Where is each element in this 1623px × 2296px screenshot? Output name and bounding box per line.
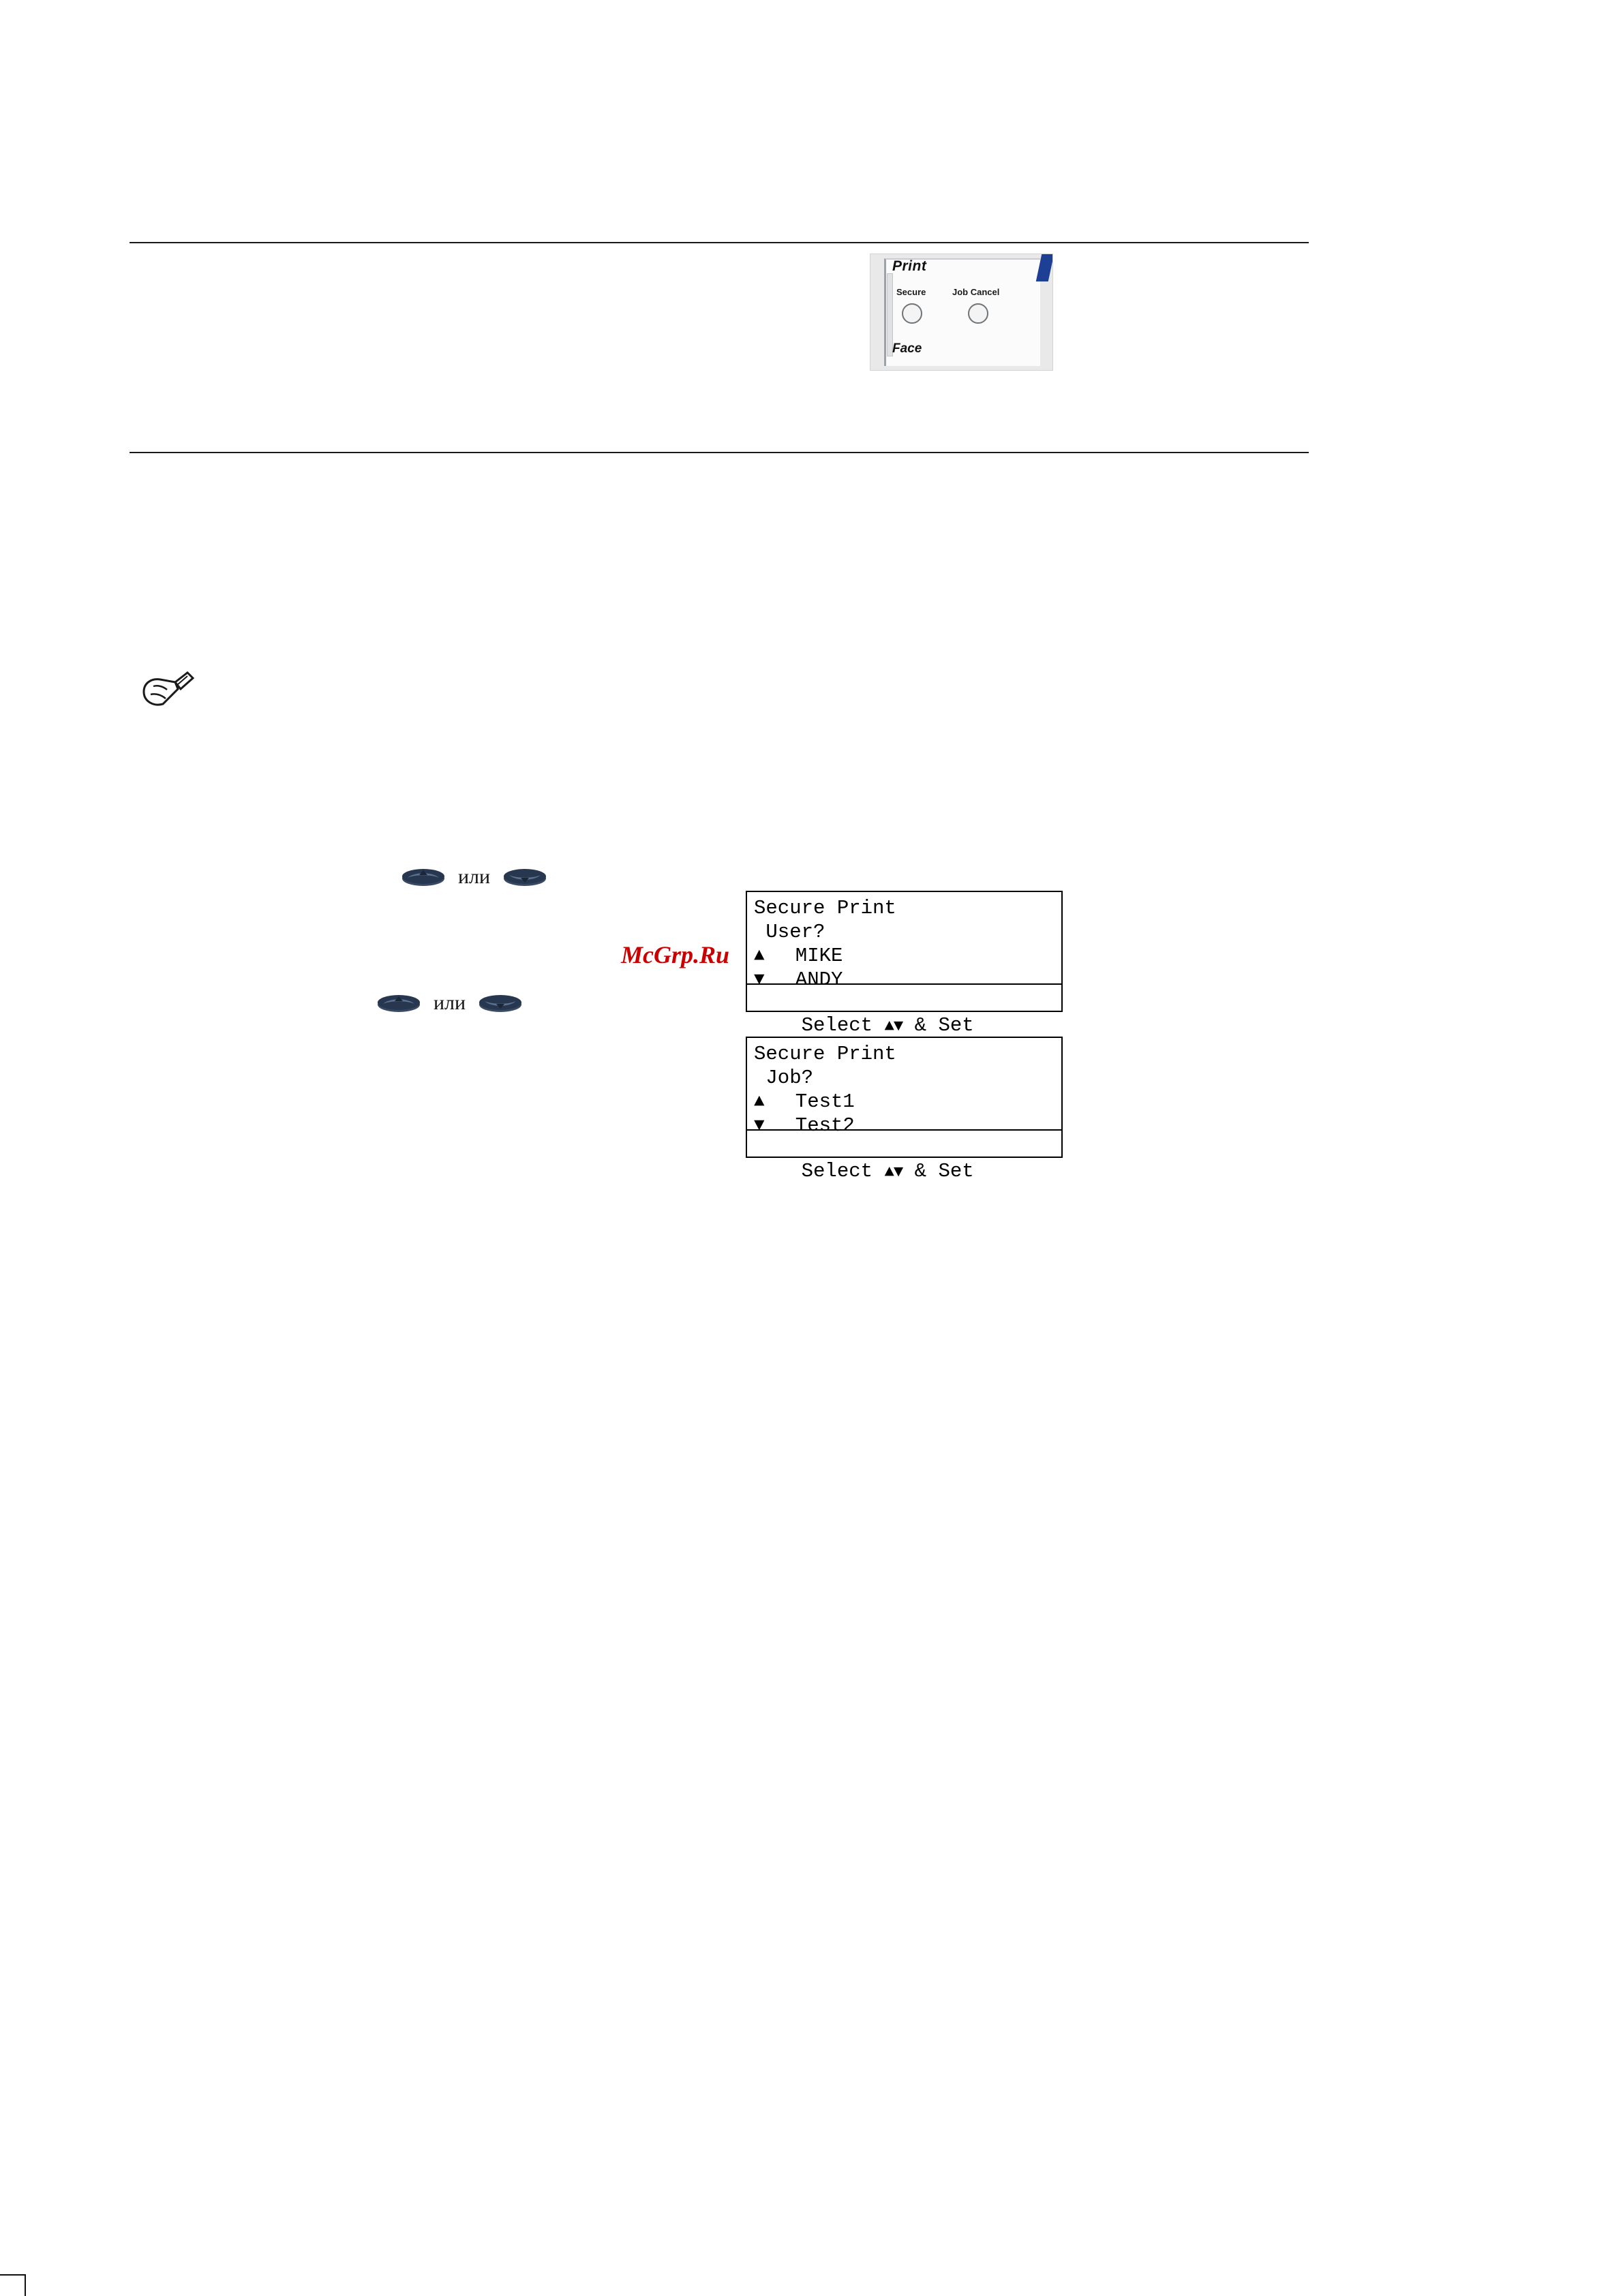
- job-cancel-button[interactable]: [968, 303, 988, 324]
- lcd-line-prompt: Job?: [754, 1067, 814, 1089]
- lcd-footer-hint: [747, 1129, 1061, 1182]
- control-panel-photo: [870, 254, 1053, 371]
- note-pencil-icon: [140, 671, 194, 714]
- lcd-line-option-1[interactable]: [754, 944, 1061, 968]
- up-triangle-icon: ▲: [754, 945, 765, 966]
- up-arrow-key[interactable]: [376, 992, 421, 1015]
- lcd-screen-job-select: [746, 1037, 1063, 1182]
- lcd-line-title: Secure Print: [754, 1043, 896, 1065]
- face-label-partial: Face: [892, 341, 922, 356]
- lcd-footer-right: & Set: [902, 1014, 974, 1037]
- job-cancel-button-label: Job Cancel: [952, 287, 1000, 297]
- lcd-footer-left: Select: [801, 1014, 885, 1037]
- conjunction-label-2: или: [434, 992, 466, 1014]
- lcd-option-label: Test2: [772, 1114, 855, 1137]
- lcd-footer-hint: [747, 983, 1061, 1037]
- up-triangle-icon: ▲: [754, 1091, 765, 1112]
- lcd-screen-user-select: [746, 891, 1063, 1037]
- lcd-lines: [747, 1038, 1061, 1137]
- lcd-option-label: ANDY: [772, 968, 843, 991]
- updown-triangles-icon: ▲▼: [884, 1017, 903, 1036]
- lcd-option-label: MIKE: [772, 945, 843, 967]
- section-divider-bottom: [130, 452, 1309, 453]
- page-corner-mark: [0, 2274, 26, 2296]
- up-arrow-key[interactable]: [401, 866, 446, 889]
- arrow-key-row-2: [376, 992, 523, 1015]
- down-arrow-key[interactable]: [502, 866, 547, 889]
- print-section-label: Print: [892, 258, 927, 274]
- lcd-footer-right: & Set: [902, 1160, 974, 1182]
- watermark: McGrp.Ru: [621, 941, 730, 968]
- lcd-option-label: Test1: [772, 1090, 855, 1113]
- down-triangle-icon: ▼: [754, 969, 765, 990]
- lcd-line-prompt: User?: [754, 921, 825, 943]
- lcd-lines: [747, 892, 1061, 992]
- secure-button[interactable]: [902, 303, 922, 324]
- lcd-line-option-1[interactable]: [754, 1090, 1061, 1114]
- updown-triangles-icon: ▲▼: [884, 1163, 903, 1182]
- secure-button-label: Secure: [896, 287, 926, 297]
- down-triangle-icon: ▼: [754, 1115, 765, 1135]
- lcd-footer-left: Select: [801, 1160, 885, 1182]
- down-arrow-key[interactable]: [478, 992, 523, 1015]
- lcd-line-title: Secure Print: [754, 897, 896, 919]
- arrow-key-row-1: [401, 866, 547, 889]
- conjunction-label-1: или: [458, 866, 491, 888]
- section-divider-top: [130, 242, 1309, 243]
